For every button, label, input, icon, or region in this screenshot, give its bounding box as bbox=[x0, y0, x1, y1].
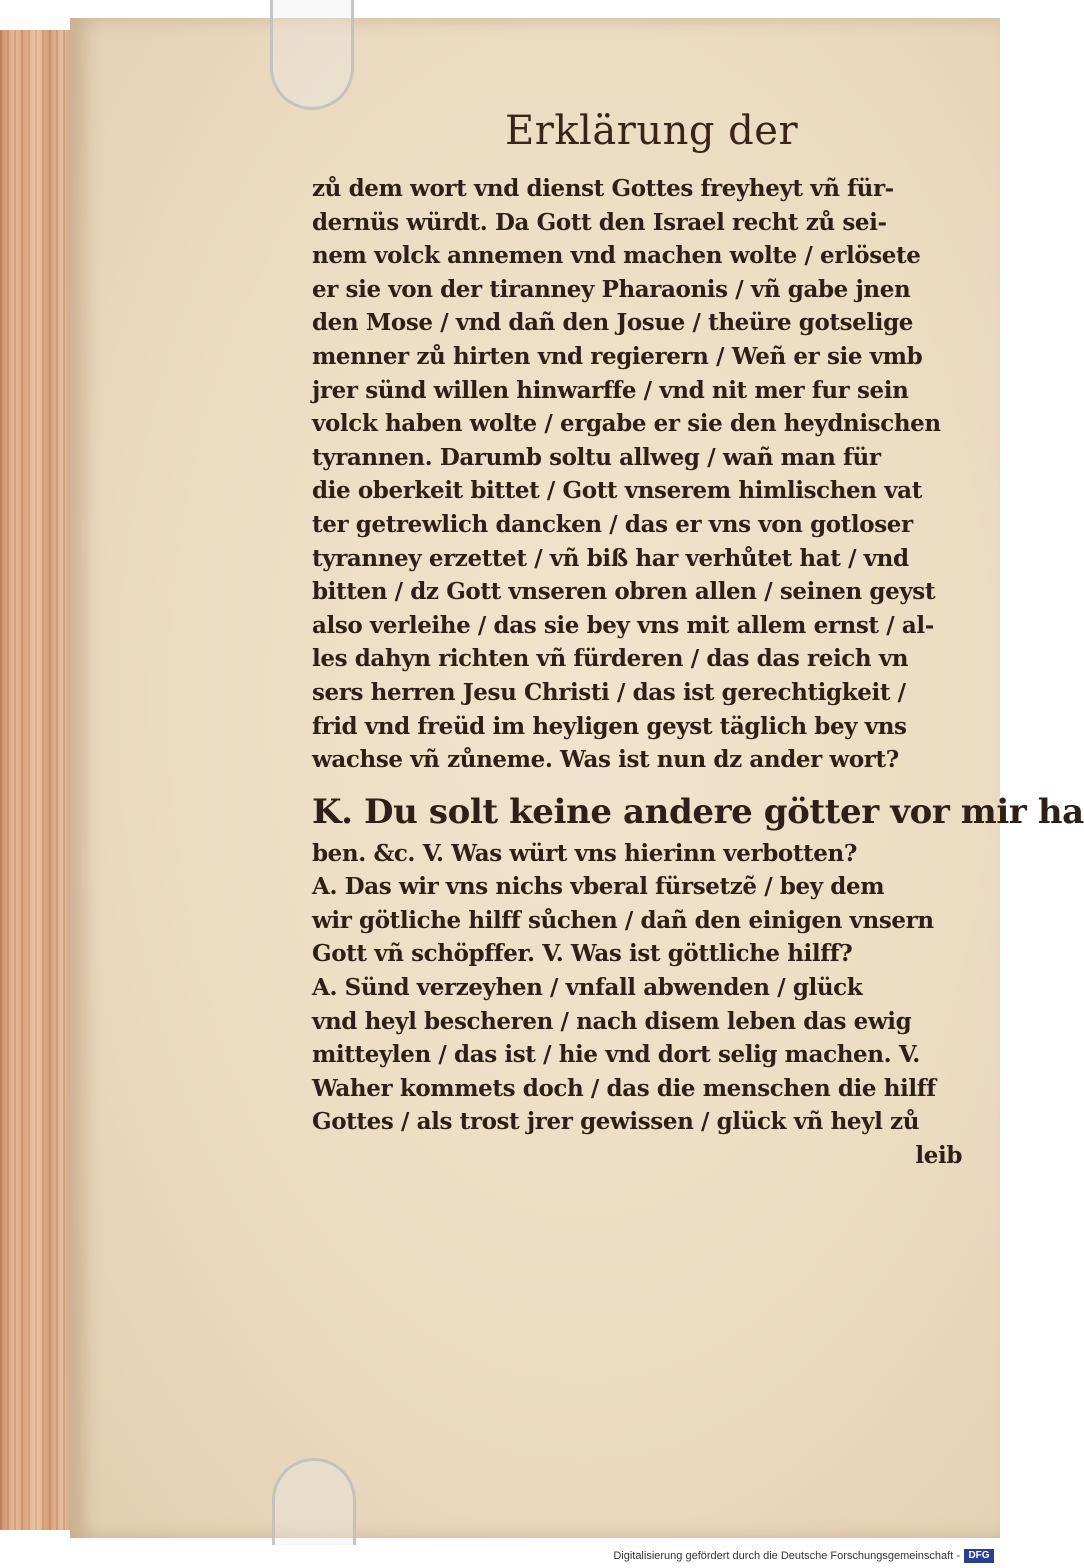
text-line: wachse vñ zůneme. Was ist nun dz ander wort? bbox=[312, 746, 899, 774]
text-line: also verleihe / das sie bey vns mit allem ernst / al- bbox=[312, 611, 934, 639]
text-line: wir götliche hilff sůchen / dañ den einigen vnsern bbox=[312, 906, 934, 934]
text-line: Gott vñ schöpffer. V. Was ist göttliche hilff? bbox=[312, 940, 853, 968]
page-clip-bottom bbox=[272, 1458, 356, 1545]
funding-credit: Digitalisierung gefördert durch die Deutsche Forschungsgemeinschaft - bbox=[613, 1550, 960, 1562]
text-line: tyranney erzettet / vñ biß har verhůtet hat / vnd bbox=[312, 544, 909, 572]
text-line: A. Sünd verzeyhen / vnfall abwenden / glück bbox=[312, 974, 863, 1002]
commandment-heading: K. Du solt keine andere götter vor mir ha bbox=[312, 791, 1084, 832]
text-line: vnd heyl bescheren / nach disem leben das ewig bbox=[312, 1007, 912, 1035]
body-text bbox=[312, 172, 1084, 1173]
text-line: frid vnd freüd im heyligen geyst täglich bey vns bbox=[312, 712, 907, 740]
text-line: menner zů hirten vnd regierern / Weñ er sie vmb bbox=[312, 342, 923, 370]
text-line: A. Das wir vns nichs vberal fürsetzẽ / bey dem bbox=[312, 873, 885, 901]
text-line: volck haben wolte / ergabe er sie den heydnischen bbox=[312, 410, 941, 438]
text-line: er sie von der tiranney Pharaonis / vñ gabe jnen bbox=[312, 275, 911, 303]
text-line: den Mose / vnd dañ den Josue / theüre gotselige bbox=[312, 309, 913, 337]
text-line: Waher kommets doch / das die menschen die hilff bbox=[312, 1074, 936, 1102]
text-line: les dahyn richten vñ fürderen / das das reich vn bbox=[312, 645, 909, 673]
text-line: die oberkeit bittet / Gott vnserem himlischen vat bbox=[312, 477, 922, 505]
text-line: zů dem wort vnd dienst Gottes freyheyt vñ für- bbox=[312, 175, 894, 202]
text-line: nem volck annemen vnd machen wolte / erlösete bbox=[312, 242, 921, 270]
text-line: mitteylen / das ist / hie vnd dort selig machen. V. bbox=[312, 1041, 920, 1069]
page-clip-top bbox=[270, 0, 354, 110]
text-line: bitten / dz Gott vnseren obren allen / seinen geyst bbox=[312, 578, 936, 606]
catchword: leib bbox=[915, 1142, 962, 1170]
text-line: jrer sünd willen hinwarffe / vnd nit mer fur sein bbox=[312, 376, 909, 404]
text-line: ben. &c. V. Was würt vns hierinn verbotten? bbox=[312, 839, 857, 867]
dfg-logo: DFG bbox=[964, 1549, 994, 1563]
text-line: tyrannen. Darumb soltu allweg / wañ man für bbox=[312, 443, 881, 471]
text-line: dernüs würdt. Da Gott den Israel recht zů sei- bbox=[312, 208, 887, 236]
footer-bar bbox=[0, 1545, 1000, 1568]
text-line: sers herren Jesu Christi / das ist gerechtigkeit / bbox=[312, 678, 906, 706]
book-spine-edge bbox=[0, 30, 80, 1530]
text-line: Gottes / als trost jrer gewissen / glück vñ heyl zů bbox=[312, 1108, 920, 1136]
text-line: ter getrewlich dancken / das er vns von gotloser bbox=[312, 510, 913, 538]
running-head: Erklärung der bbox=[505, 108, 799, 154]
